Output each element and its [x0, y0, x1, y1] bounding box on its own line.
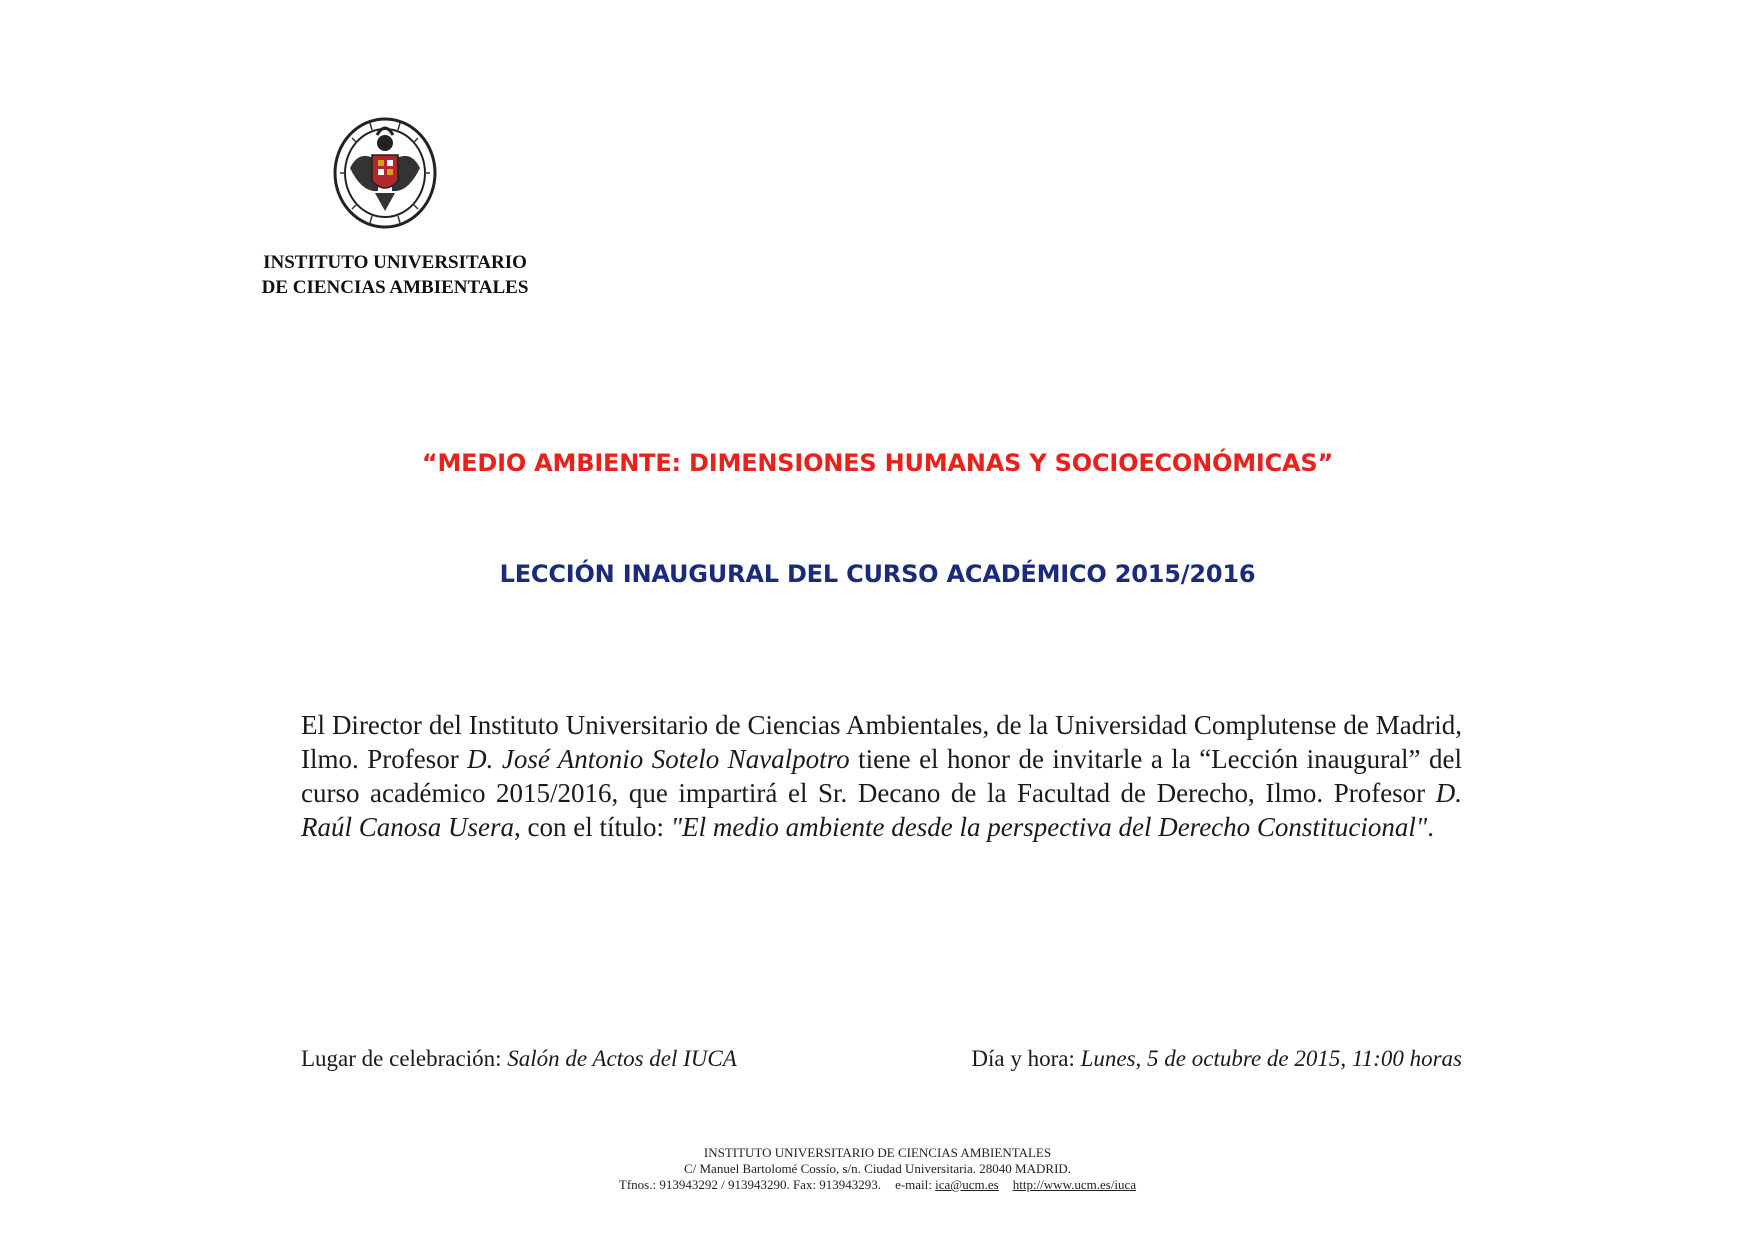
invitation-text-4: . — [1427, 812, 1435, 842]
footer-contact — [0, 1177, 1755, 1193]
invitation-paragraph — [301, 708, 1462, 844]
page-footer — [0, 1145, 1755, 1193]
institute-header-line1: INSTITUTO UNIVERSITARIO — [263, 252, 527, 273]
footer-institute: INSTITUTO UNIVERSITARIO DE CIENCIAS AMBIENTALES — [703, 1145, 1052, 1160]
date-value: Lunes, 5 de octubre de 2015, 11:00 horas — [1080, 1046, 1462, 1071]
footer-address: C/ Manuel Bartolomé Cossío, s/n. Ciudad Universitaria. 28040 MADRID. — [683, 1161, 1072, 1176]
date-label: Día y hora: — [971, 1046, 1081, 1071]
footer-website-link[interactable]: http://www.ucm.es/iuca — [1012, 1177, 1137, 1192]
event-title: “MEDIO AMBIENTE: DIMENSIONES HUMANAS Y SOCIOECONÓMICAS” — [421, 449, 1334, 477]
institute-header-line2: DE CIENCIAS AMBIENTALES — [261, 277, 529, 298]
invitation-text-1: El Director del Instituto Universitario de Ciencias Ambientales, de la Universidad Complutense de Madrid, Ilmo. Profesor — [301, 710, 1462, 774]
university-seal-icon — [330, 113, 440, 231]
venue-value: Salón de Actos del IUCA — [507, 1046, 737, 1071]
invitation-text-2: tiene el honor de invitarle a la “Lección inaugural” del curso académico 2015/2016, que impartirá el Sr. Decano de la Facultad de Derecho, Ilmo. Profesor — [301, 744, 1462, 808]
director-name: D. José Antonio Sotelo Navalpotro — [467, 744, 850, 774]
institute-header — [240, 250, 550, 300]
speaker-name: D. Raúl Canosa Usera — [301, 778, 1462, 842]
venue-label: Lugar de celebración: — [301, 1046, 508, 1071]
footer-email-link[interactable]: ica@ucm.es — [935, 1177, 999, 1192]
lecture-title: "El medio ambiente desde la perspectiva del Derecho Constitucional" — [670, 812, 1428, 842]
event-date — [971, 1046, 1462, 1072]
footer-email-label: e-mail: — [895, 1177, 936, 1192]
event-venue — [301, 1046, 737, 1072]
event-subtitle: LECCIÓN INAUGURAL DEL CURSO ACADÉMICO 2015/2016 — [499, 560, 1256, 588]
invitation-text-3: , con el título: — [514, 812, 671, 842]
footer-phones: Tfnos.: 913943292 / 913943290. Fax: 913943293. — [618, 1177, 882, 1192]
